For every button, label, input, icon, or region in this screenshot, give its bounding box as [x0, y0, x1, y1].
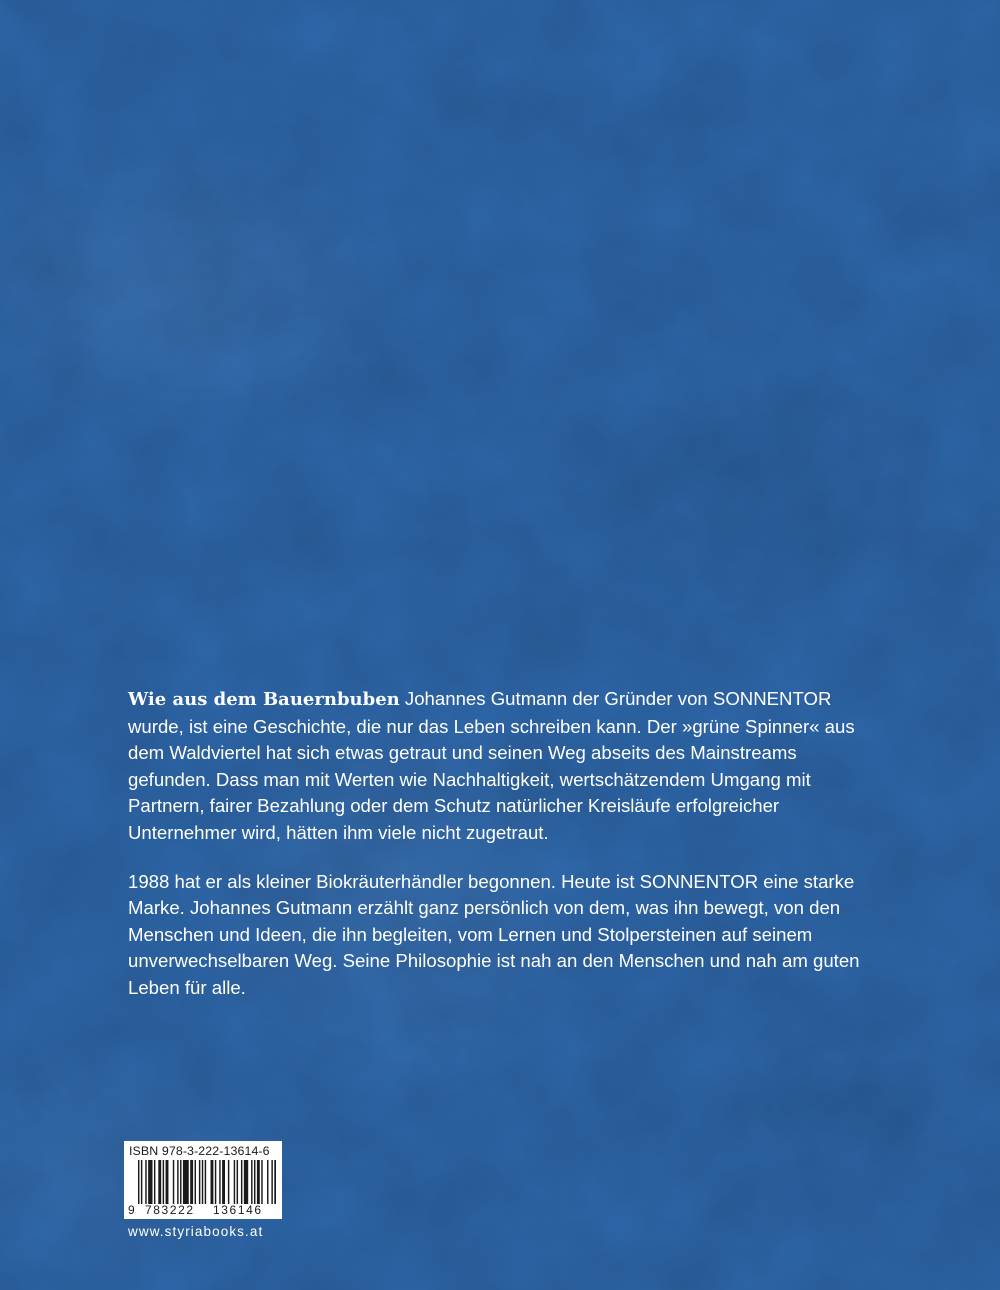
barcode-bar [166, 1160, 169, 1204]
barcode-digit-group-2: 136146 [213, 1203, 263, 1217]
blurb-paragraph-1 [128, 686, 880, 847]
barcode-digit-prefix: 9 [128, 1203, 135, 1217]
barcode-bar [267, 1160, 268, 1204]
barcode-bar [180, 1160, 181, 1204]
barcode-bar [257, 1160, 260, 1204]
isbn-number: ISBN 978-3-222-13614-6 [129, 1144, 270, 1158]
barcode-bar [222, 1160, 225, 1204]
barcode-bar [211, 1160, 214, 1204]
publisher-website: www.styriabooks.at [128, 1224, 264, 1239]
blurb-paragraph-2: 1988 hat er als kleiner Biokräuterhändler begonnen. Heute ist SONNENTOR eine starke Marke. Johannes Gutmann erzählt ganz persönlich von dem, was ihn bewegt, von den Menschen und Ideen, die ihn begleiten, vom Lernen und Stolpersteinen auf seinem unverwechselbaren Weg. Seine Philosophie ist nah an den Menschen und nah am guten Leben für alle. [128, 870, 860, 998]
barcode-bar [202, 1160, 203, 1204]
back-cover-blurb [128, 686, 880, 1024]
barcode-bar [145, 1160, 146, 1204]
barcode-bar [138, 1160, 139, 1204]
barcode-bar [219, 1160, 220, 1204]
barcode-bar [163, 1160, 164, 1204]
barcode-bar [237, 1160, 238, 1204]
blurb-lead-phrase: Wie aus dem Bauernbuben [128, 689, 400, 710]
barcode-bar [148, 1160, 152, 1204]
barcode-bar [271, 1160, 272, 1204]
barcode-bar [274, 1160, 276, 1204]
barcode-bar [141, 1160, 142, 1204]
barcode-bar [177, 1160, 178, 1204]
barcode-bar [199, 1160, 200, 1204]
barcode-bar [244, 1160, 248, 1204]
barcode-digit-group-1: 783222 [145, 1203, 195, 1217]
isbn-barcode-block [124, 1141, 282, 1219]
barcode-bar [205, 1160, 206, 1204]
barcode [138, 1160, 276, 1204]
barcode-bar [183, 1160, 189, 1204]
barcode-bar [195, 1160, 196, 1204]
barcode-bar [154, 1160, 155, 1204]
barcode-bar [228, 1160, 229, 1204]
barcode-bar [190, 1160, 193, 1204]
barcode-bar [261, 1160, 262, 1204]
barcode-bar [254, 1160, 255, 1204]
barcode-bar [234, 1160, 235, 1204]
barcode-bar [173, 1160, 174, 1204]
barcode-bar [158, 1160, 161, 1204]
barcode-bar [215, 1160, 216, 1204]
barcode-bar [251, 1160, 252, 1204]
blurb-paragraph-1-text: Johannes Gutmann der Gründer von SONNENTOR wurde, ist eine Geschichte, die nur das Leben schreiben kann. Der »grüne Spinner« aus dem Waldviertel hat sich etwas getraut und seinen Weg abseits des Mainstreams gefunden. Dass man mit Werten wie Nachhaltigkeit, wertschätzendem Umgang mit Partnern, fairer Bezahlung oder dem Schutz natürlicher Kreisläufe erfolgreicher Unternehmer wird, hätten ihm viele nicht zugetraut. [128, 688, 855, 843]
barcode-bar [241, 1160, 242, 1204]
